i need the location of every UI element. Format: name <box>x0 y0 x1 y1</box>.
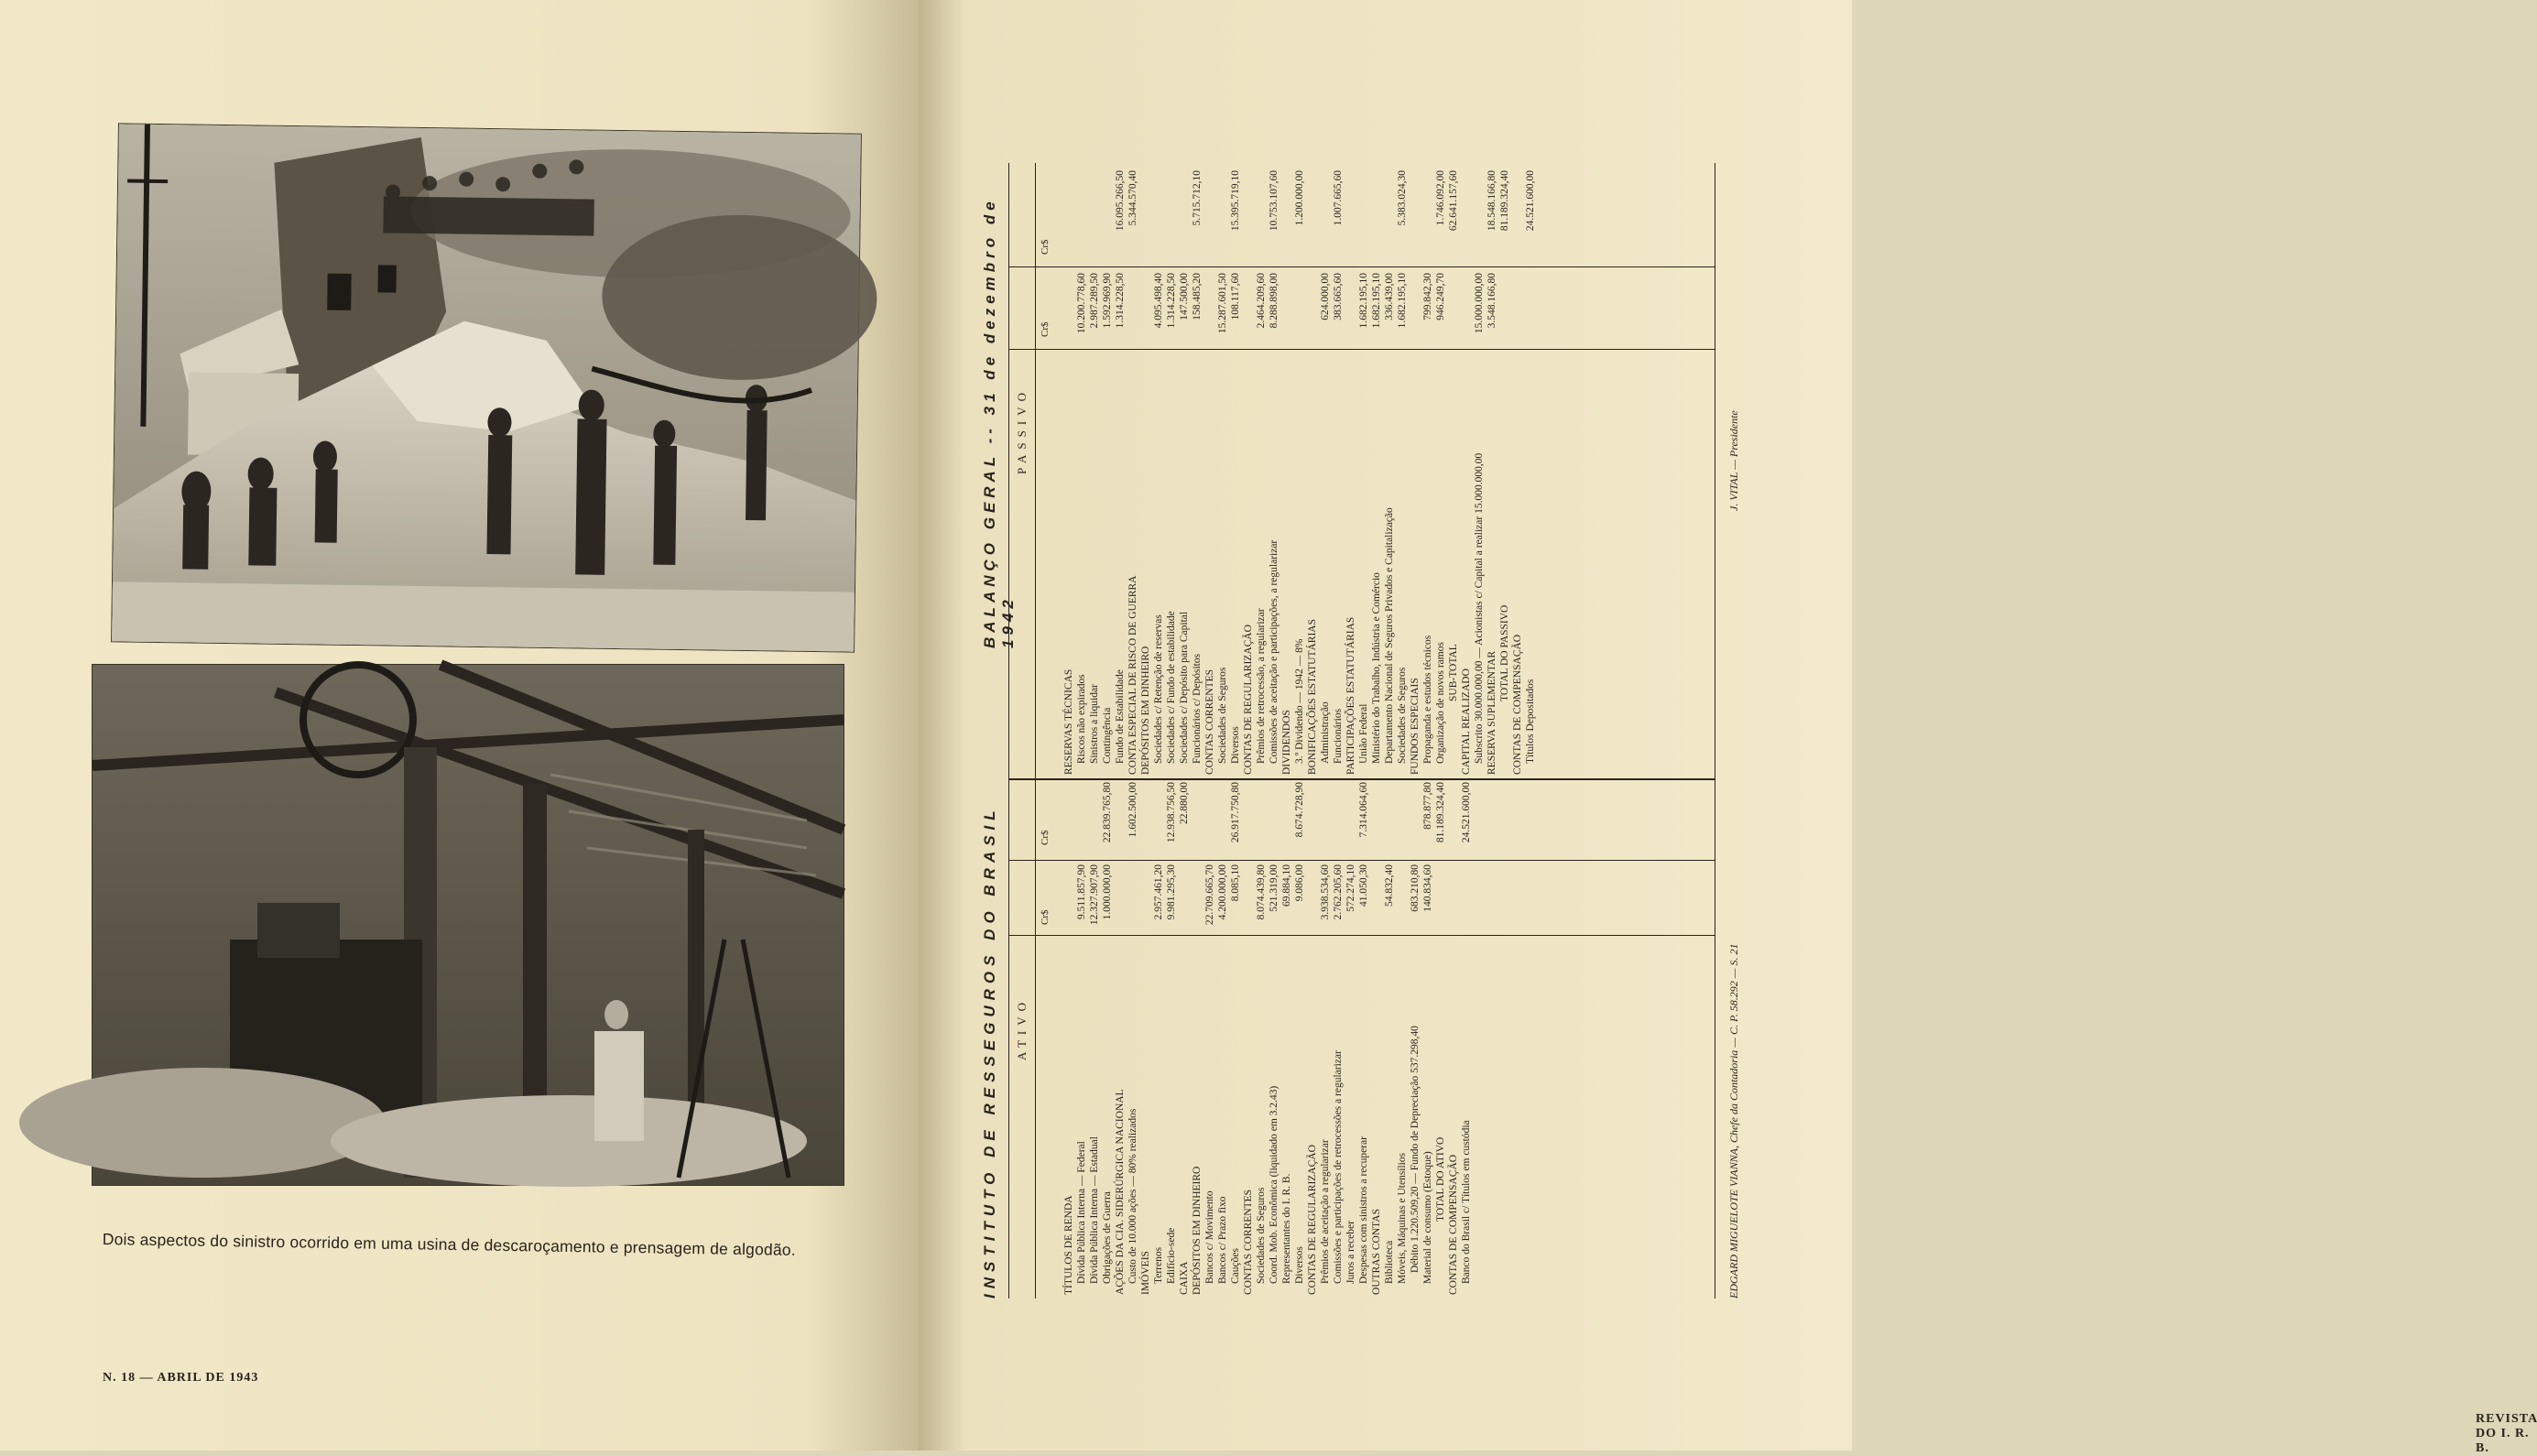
row-label: Sociedades de Seguros <box>1397 667 1408 764</box>
table-row <box>1191 167 1203 775</box>
table-row <box>1409 167 1421 775</box>
row-value-partial: 572.274,10 <box>1345 864 1356 912</box>
row-label: CAIXA <box>1179 1261 1190 1295</box>
row-label: Bancos c/ Prazo fixo <box>1217 1196 1228 1284</box>
row-label: Riscos não expirados <box>1076 674 1087 764</box>
table-row <box>1101 782 1114 1295</box>
row-label: Títulos Depositados <box>1525 679 1536 764</box>
signature-accountant: EDGARD MIGUELOTE VIANNA, Chefe da Contadoria — C. P. 58.292 — S. 21 <box>1727 943 1740 1298</box>
row-label: Fundo de Estabilidade <box>1115 669 1126 764</box>
row-value-total: 24.521.600,00 <box>1461 782 1472 843</box>
table-row <box>1306 167 1319 775</box>
table-row <box>1088 782 1101 1295</box>
row-value-partial: 54.832,40 <box>1384 864 1395 907</box>
row-label: Sociedades de Seguros <box>1256 1187 1267 1284</box>
row-value-partial: 799.842,30 <box>1422 273 1433 321</box>
row-label: CONTAS DE COMPENSAÇÃO <box>1512 634 1523 775</box>
table-row <box>1345 167 1357 775</box>
row-label: Propaganda e estudos técnicos <box>1422 635 1433 764</box>
table-row <box>1357 167 1370 775</box>
row-label: Comissões de aceitação e participações, a regularizar <box>1268 539 1279 764</box>
table-row <box>1127 167 1139 775</box>
table-row <box>1165 167 1178 775</box>
row-label: CAPITAL REALIZADO <box>1461 668 1472 775</box>
table-row <box>1114 167 1127 775</box>
table-row <box>1460 167 1473 775</box>
passivo-currency-a: Cr$ <box>1040 321 1051 337</box>
row-label: Material de consumo (Estoque) <box>1422 1151 1433 1284</box>
table-row <box>1191 782 1203 1295</box>
table-row <box>1370 167 1383 775</box>
row-value-partial: 108.117,60 <box>1230 273 1241 321</box>
gin-machinery-photo <box>92 664 844 1186</box>
magazine-footer: REVISTA DO I. R. B. <box>2476 1412 2537 1455</box>
row-value-partial: 3.938.534,60 <box>1320 864 1331 920</box>
row-label: Sociedades c/ Retenção de reservas <box>1153 614 1164 764</box>
row-value-partial: 2.957.461,20 <box>1153 864 1164 920</box>
table-row <box>1447 782 1460 1295</box>
row-label: Custo de 10.000 ações — 80% realizados <box>1127 1108 1138 1284</box>
row-label: DIVIDENDOS <box>1281 710 1292 775</box>
table-row <box>1447 167 1460 775</box>
row-value-partial: 140.834,60 <box>1422 864 1433 912</box>
row-value-partial: 4.095.498,40 <box>1153 273 1164 329</box>
row-label: Bancos c/ Movimento <box>1204 1190 1215 1284</box>
signature-president: J. VITAL — Presidente <box>1727 410 1740 511</box>
row-label: TOTAL DO ATIVO <box>1435 1136 1446 1222</box>
table-header <box>1009 163 1036 1298</box>
row-value-partial: 8.085,10 <box>1230 864 1241 902</box>
row-value-total: 5.383.024,30 <box>1397 170 1408 226</box>
table-row <box>1075 167 1088 775</box>
row-label: Banco do Brasil c/ Títulos em custódia <box>1461 1120 1472 1284</box>
table-row <box>1255 167 1268 775</box>
row-label: Funcionários c/ Depósitos <box>1192 653 1203 764</box>
row-label: Edifício-sede <box>1166 1227 1177 1284</box>
row-value-total: 5.715.712,10 <box>1192 170 1203 226</box>
row-value-partial: 12.327.907,90 <box>1089 864 1100 926</box>
table-row <box>1319 167 1332 775</box>
row-value-partial: 624.000,00 <box>1320 273 1331 321</box>
row-value-partial: 946.249,70 <box>1435 273 1446 321</box>
table-row <box>1524 167 1537 775</box>
row-value-partial: 2.762.205,60 <box>1333 864 1344 920</box>
row-value-total: 8.674.728,90 <box>1294 782 1305 838</box>
row-label: Diversos <box>1294 1246 1305 1284</box>
row-value-total: 81.189.324,40 <box>1435 782 1446 843</box>
table-row <box>1319 782 1332 1295</box>
row-value-partial: 1.682.195,10 <box>1358 273 1369 329</box>
table-row <box>1152 167 1165 775</box>
table-row <box>1370 782 1383 1295</box>
table-row <box>1306 782 1319 1295</box>
row-label: DEPÓSITOS EM DINHEIRO <box>1192 1166 1203 1295</box>
row-label: Prêmios de retrocessão, a regularizar <box>1256 608 1267 764</box>
table-row <box>1280 167 1293 775</box>
row-label: PARTICIPAÇÕES ESTATUTÁRIAS <box>1345 616 1356 775</box>
row-value-total: 878.877,80 <box>1422 782 1433 830</box>
row-label: Sociedades c/ Depósito para Capital <box>1179 611 1190 764</box>
table-row <box>1242 782 1255 1295</box>
row-label: TÍTULOS DE RENDA <box>1063 1195 1074 1295</box>
row-value-partial: 383.665,60 <box>1333 273 1344 321</box>
table-row <box>1332 782 1345 1295</box>
balance-title: BALANÇO GERAL -- 31 de dezembro de 1942 <box>981 197 1017 648</box>
row-label: OUTRAS CONTAS <box>1371 1209 1382 1295</box>
row-label: Débito 1.220.509,20 — Fundo de Depreciação 537.298,40 <box>1410 1026 1421 1273</box>
row-value-partial: 69.884,10 <box>1281 864 1292 907</box>
row-label: Obrigações de Guerra <box>1102 1191 1113 1284</box>
ativo-rows <box>1062 782 1473 1295</box>
table-row <box>1203 167 1216 775</box>
row-label: SUB-TOTAL <box>1448 644 1459 701</box>
passivo-currency-b: Cr$ <box>1040 239 1051 255</box>
passivo-rows <box>1062 167 1537 775</box>
table-row <box>1332 167 1345 775</box>
table-row <box>1293 782 1306 1295</box>
row-value-partial: 8.288.898,00 <box>1268 273 1279 329</box>
table-row <box>1152 782 1165 1295</box>
row-label: Dívida Pública Interna — Estadual <box>1089 1136 1100 1284</box>
table-row <box>1101 167 1114 775</box>
row-value-partial: 1.592.969,90 <box>1102 273 1113 329</box>
row-value-partial: 336.439,00 <box>1384 273 1395 321</box>
table-row <box>1165 782 1178 1295</box>
passivo-heading: PASSIVO <box>1015 387 1029 474</box>
table-row <box>1460 782 1473 1295</box>
table-row <box>1178 167 1191 775</box>
row-label: RESERVA SUPLEMENTAR <box>1486 650 1497 775</box>
row-label: CONTAS DE REGULARIZAÇÃO <box>1243 625 1254 775</box>
row-label: Representantes do I. R. B. <box>1281 1173 1292 1284</box>
table-row <box>1268 782 1280 1295</box>
photo-caption: Dois aspectos do sinistro ocorrido em uma usina de descaroçamento e prensagem de algodão. <box>102 1230 797 1259</box>
row-value-partial: 9.511.857,90 <box>1076 864 1087 919</box>
table-row <box>1178 782 1191 1295</box>
row-label: Contingência <box>1102 707 1113 764</box>
row-value-partial: 1.000.000,00 <box>1102 864 1113 920</box>
row-value-total: 16.095.266,50 <box>1115 170 1126 232</box>
table-row <box>1280 782 1293 1295</box>
table-row <box>1216 167 1229 775</box>
table-row <box>1396 167 1409 775</box>
table-row <box>1383 167 1396 775</box>
row-label: Organização de novos ramos <box>1435 642 1446 764</box>
table-row <box>1242 167 1255 775</box>
table-row <box>1216 782 1229 1295</box>
row-value-total: 22.880,00 <box>1179 782 1190 824</box>
row-label: Diversos <box>1230 726 1241 764</box>
row-label: Subscrito 30.000.000,00 — Acionistas c/ Capital a realizar 15.000.000,00 <box>1474 452 1485 764</box>
row-label: Móveis, Máquinas e Utensílios <box>1397 1152 1408 1284</box>
ativo-currency-b: Cr$ <box>1040 830 1051 845</box>
row-value-total: 22.839.765,80 <box>1102 782 1113 843</box>
row-label: DEPÓSITOS EM DINHEIRO <box>1140 646 1151 775</box>
row-label: IMÓVEIS <box>1140 1251 1151 1295</box>
row-label: 3.º Dividendo — 1942 — 8% <box>1294 638 1305 764</box>
table-row <box>1229 167 1242 775</box>
row-label: Sociedades c/ Fundo de estabilidade <box>1166 611 1177 764</box>
row-value-total: 62.641.157,60 <box>1448 170 1459 232</box>
row-label: TOTAL DO PASSIVO <box>1499 604 1510 701</box>
row-label: Terrenos <box>1153 1246 1164 1284</box>
row-label: Dívida Pública Interna — Federal <box>1076 1141 1087 1284</box>
row-value-partial: 2.464.209,60 <box>1256 273 1267 329</box>
row-label: BONIFICAÇÕES ESTATUTÁRIAS <box>1307 619 1318 775</box>
row-label: Funcionários <box>1333 708 1344 764</box>
row-value-total: 81.189.324,40 <box>1499 170 1510 232</box>
left-page <box>0 0 919 1451</box>
table-row <box>1421 782 1434 1295</box>
ativo-currency-a: Cr$ <box>1040 909 1051 925</box>
row-value-partial: 15.287.601,50 <box>1217 273 1228 334</box>
row-value-total: 5.344.570,40 <box>1127 170 1138 226</box>
row-label: Cauções <box>1230 1248 1241 1284</box>
table-row <box>1345 782 1357 1295</box>
table-row <box>1498 167 1511 775</box>
table-row <box>1075 782 1088 1295</box>
table-row <box>1434 782 1447 1295</box>
table-row <box>1139 782 1152 1295</box>
row-value-total: 1.200.000,00 <box>1294 170 1305 226</box>
row-value-total: 1.746.092,00 <box>1435 170 1446 226</box>
row-value-partial: 1.314.228,50 <box>1166 273 1177 329</box>
row-value-total: 10.753.107,60 <box>1268 170 1279 232</box>
table-row <box>1434 167 1447 775</box>
table-row <box>1229 782 1242 1295</box>
row-value-total: 1.007.665,60 <box>1333 170 1344 226</box>
fire-photo-top <box>111 123 862 652</box>
row-label: CONTAS CORRENTES <box>1243 1189 1254 1295</box>
institution-title: INSTITUTO DE RESSEGUROS DO BRASIL <box>981 805 998 1298</box>
row-value-partial: 4.200.000,00 <box>1217 864 1228 920</box>
table-row <box>1293 167 1306 775</box>
row-label: União Federal <box>1358 703 1369 764</box>
row-label: Comissões e participações de retrocessões a regularizar <box>1333 1050 1344 1284</box>
row-label: CONTAS CORRENTES <box>1204 668 1215 775</box>
table-row <box>1139 167 1152 775</box>
table-row <box>1268 167 1280 775</box>
row-value-partial: 2.987.289,50 <box>1089 273 1100 329</box>
table-row <box>1511 167 1524 775</box>
table-row <box>1203 782 1216 1295</box>
row-value-total: 24.521.600,00 <box>1525 170 1536 232</box>
row-value-partial: 9.086,00 <box>1294 864 1305 902</box>
table-row <box>1062 167 1075 775</box>
row-value-partial: 22.709.665,70 <box>1204 864 1215 926</box>
row-value-partial: 158.485,20 <box>1192 273 1203 321</box>
issue-footer: N. 18 — ABRIL DE 1943 <box>103 1371 259 1385</box>
row-label: Departamento Nacional de Seguros Privados e Capitalização <box>1384 507 1395 764</box>
row-label: Prêmios de aceitação a regularizar <box>1320 1139 1331 1284</box>
row-value-total: 15.395.719,10 <box>1230 170 1241 232</box>
row-value-total: 7.314.064,60 <box>1358 782 1369 838</box>
row-label: CONTAS DE REGULARIZAÇÃO <box>1307 1145 1318 1295</box>
row-label: Administração <box>1320 701 1331 764</box>
row-value-partial: 10.200.778,60 <box>1076 273 1087 334</box>
table-row <box>1114 782 1127 1295</box>
row-value-partial: 147.500,00 <box>1179 273 1190 321</box>
balance-sheet-rotated <box>981 163 1787 1298</box>
row-label: Sinistros a liquidar <box>1089 684 1100 764</box>
row-value-total: 26.917.750,80 <box>1230 782 1241 843</box>
table-row <box>1486 167 1498 775</box>
row-label: Ministério do Trabalho, Indústria e Comércio <box>1371 572 1382 764</box>
row-value-partial: 41.050,30 <box>1358 864 1369 907</box>
row-value-partial: 9.981.295,30 <box>1166 864 1177 920</box>
row-value-partial: 1.682.195,10 <box>1371 273 1382 329</box>
row-label: CONTA ESPECIAL DE RISCO DE GUERRA <box>1127 575 1138 775</box>
row-label: Biblioteca <box>1384 1240 1395 1284</box>
col-rule <box>1009 778 1715 780</box>
table-row <box>1088 167 1101 775</box>
table-row <box>1357 782 1370 1295</box>
row-label: AÇÕES DA CIA. SIDERÚRGICA NACIONAL <box>1115 1089 1126 1295</box>
row-value-partial: 8.074.439,80 <box>1256 864 1267 920</box>
row-value-total: 18.548.166,80 <box>1486 170 1497 232</box>
row-value-total: 12.938.756,50 <box>1166 782 1177 843</box>
row-value-total: 1.602.500,00 <box>1127 782 1138 838</box>
table-row <box>1421 167 1434 775</box>
row-label: FUNDOS ESPECIAIS <box>1410 678 1421 775</box>
row-value-partial: 683.210,80 <box>1410 864 1421 912</box>
row-value-partial: 1.314.228,50 <box>1115 273 1126 329</box>
balance-table <box>1008 163 1715 1298</box>
row-label: Coord. Mob. Econômica (liquidado em 3.2.43) <box>1268 1085 1279 1284</box>
table-row <box>1255 782 1268 1295</box>
row-label: RESERVAS TÉCNICAS <box>1063 668 1074 775</box>
row-value-partial: 15.000.000,00 <box>1474 273 1485 334</box>
row-label: Juros a receber <box>1345 1221 1356 1284</box>
table-row <box>1062 782 1075 1295</box>
ativo-heading: ATIVO <box>1015 997 1029 1060</box>
table-row <box>1383 782 1396 1295</box>
row-label: Sociedades de Seguros <box>1217 667 1228 764</box>
row-value-partial: 1.682.195,10 <box>1397 273 1408 329</box>
table-row <box>1473 167 1486 775</box>
row-label: Despesas com sinistros a recuperar <box>1358 1136 1369 1284</box>
row-value-partial: 3.548.166,80 <box>1486 273 1497 329</box>
table-row <box>1396 782 1409 1295</box>
table-row <box>1409 782 1421 1295</box>
table-row <box>1127 782 1139 1295</box>
row-label: CONTAS DE COMPENSAÇÃO <box>1448 1154 1459 1295</box>
row-value-partial: 521.319,00 <box>1268 864 1279 912</box>
